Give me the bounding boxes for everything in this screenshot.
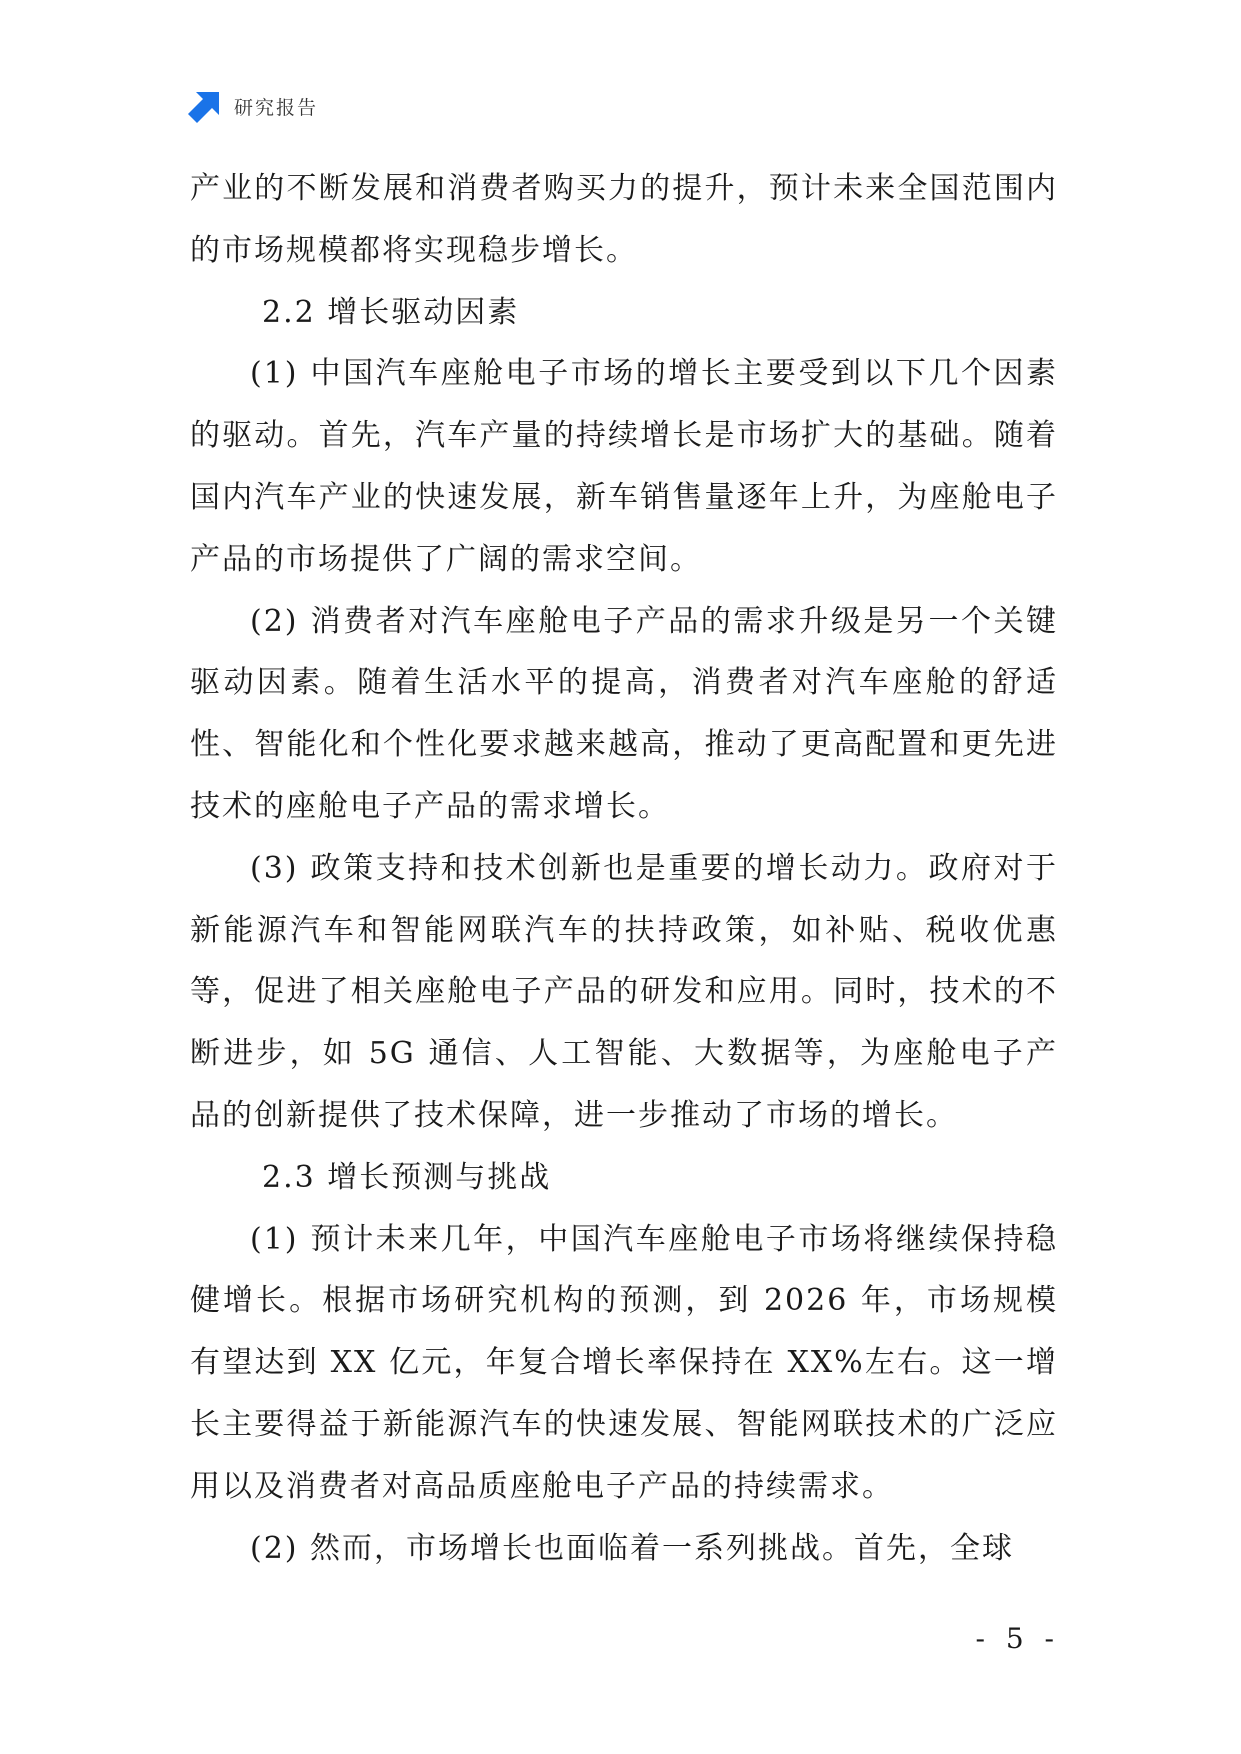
page-header <box>188 88 318 124</box>
paragraph-driver-3: (3) 政策支持和技术创新也是重要的增长动力。政府对于新能源汽车和智能网联汽车的扶持政策，如补贴、税收优惠等，促进了相关座舱电子产品的研发和应用。同时，技术的不断进步，如 5G 通信、人工智能、大数据等，为座舱电子产品的创新提供了技术保障，进一步推动了市场的增长。 <box>190 850 1058 1133</box>
paragraph-forecast-2: (2) 然而，市场增长也面临着一系列挑战。首先，全球 <box>250 1530 1015 1566</box>
paragraph-driver-1: (1) 中国汽车座舱电子市场的增长主要受到以下几个因素的驱动。首先，汽车产量的持续增长是市场扩大的基础。随着国内汽车产业的快速发展，新车销售量逐年上升，为座舱电子产品的市场提供了广阔的需求空间。 <box>190 356 1058 577</box>
document-body <box>190 158 1058 1579</box>
arrow-up-right-icon <box>188 89 222 123</box>
section-heading-2-3: 2.3 增长预测与挑战 <box>262 1159 552 1195</box>
header-title: 研究报告 <box>234 96 319 119</box>
page-number: - 5 - <box>975 1622 1060 1655</box>
paragraph-driver-2: (2) 消费者对汽车座舱电子产品的需求升级是另一个关键驱动因素。随着生活水平的提高，消费者对汽车座舱的舒适性、智能化和个性化要求越来越高，推动了更高配置和更先进技术的座舱电子产品的需求增长。 <box>190 603 1058 824</box>
paragraph-forecast-1: (1) 预计未来几年，中国汽车座舱电子市场将继续保持稳健增长。根据市场研究机构的预测，到 2026 年，市场规模有望达到 XX 亿元，年复合增长率保持在 XX%左右。这一增长主要得益于新能源汽车的快速发展、智能网联技术的广泛应用以及消费者对高品质座舱电子产品的持续需求。 <box>190 1221 1058 1504</box>
paragraph-continuation: 产业的不断发展和消费者购买力的提升，预计未来全国范围内的市场规模都将实现稳步增长。 <box>190 171 1058 268</box>
section-heading-2-2: 2.2 增长驱动因素 <box>262 294 520 330</box>
